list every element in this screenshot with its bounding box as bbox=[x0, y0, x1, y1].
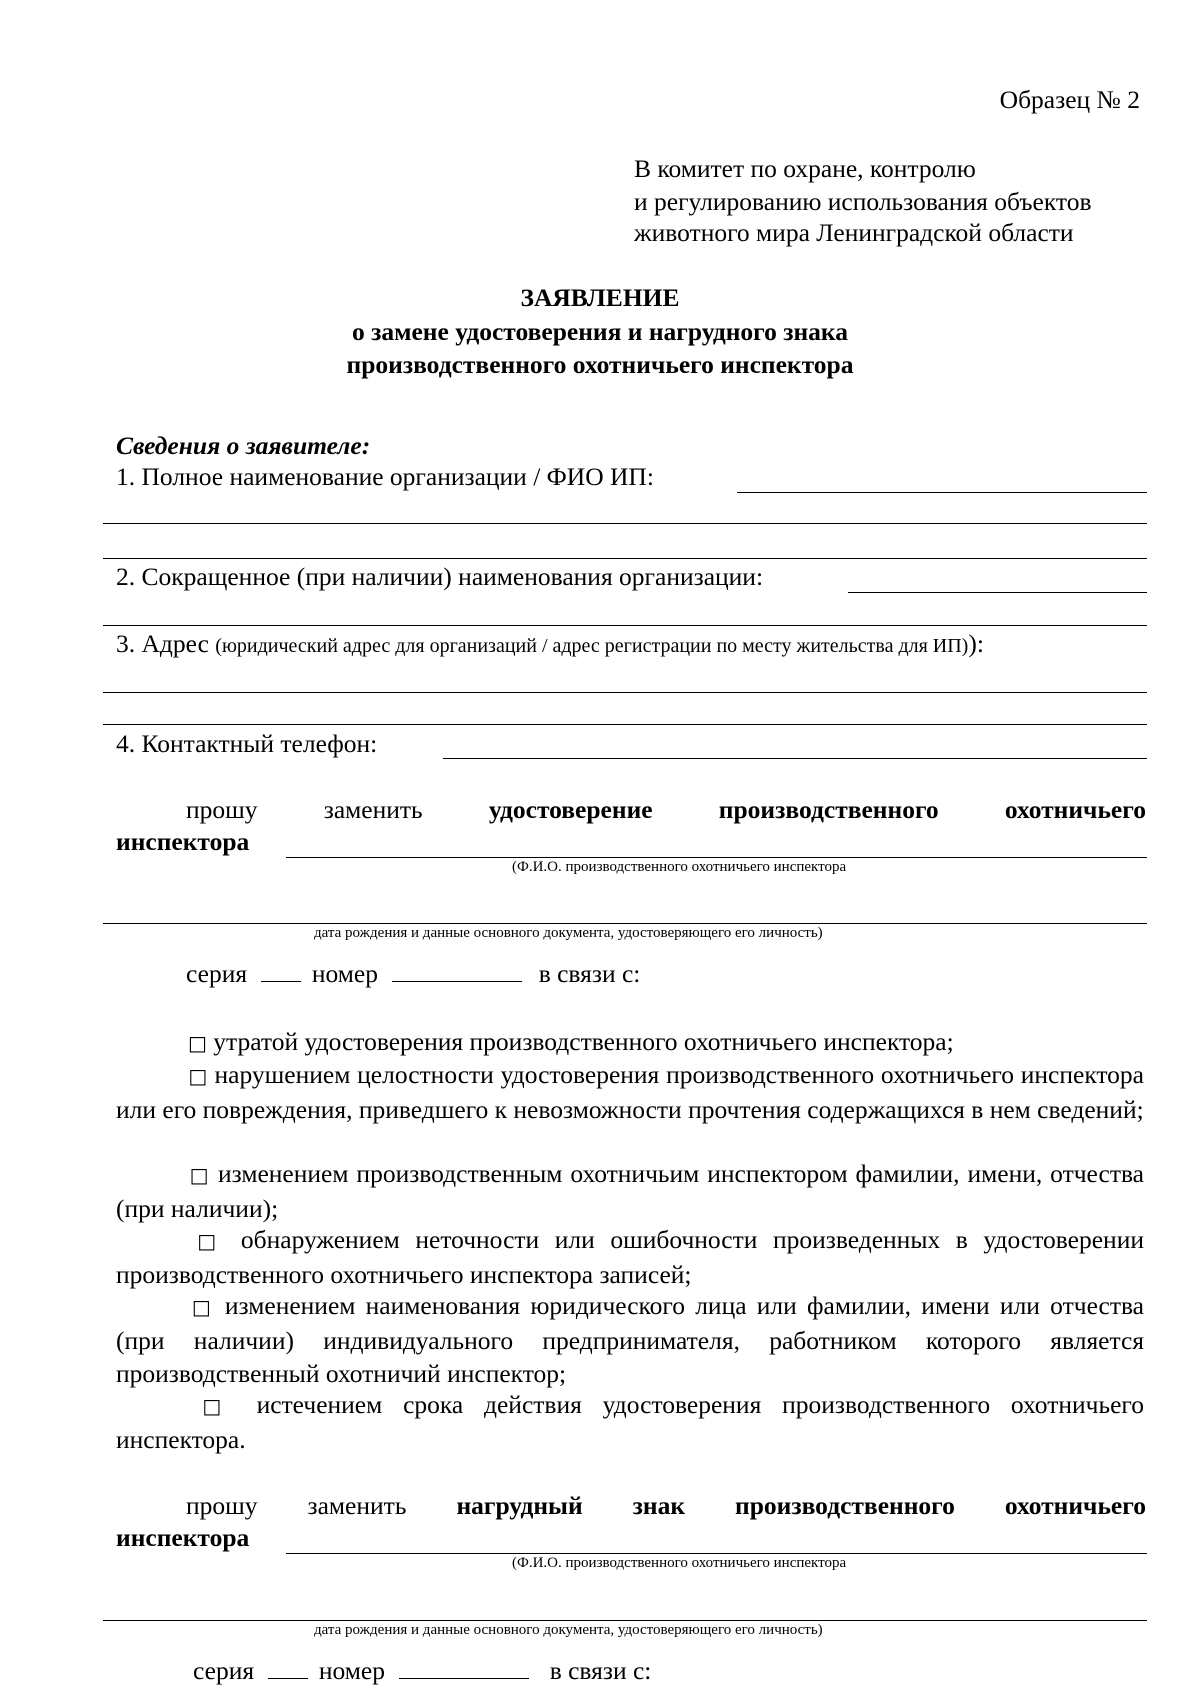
checkbox-icon[interactable]: □ bbox=[188, 1163, 211, 1187]
document-title: ЗАЯВЛЕНИЕ bbox=[520, 283, 680, 312]
number-input-line[interactable] bbox=[392, 959, 522, 982]
inspector-name-caption: (Ф.И.О. производственного охотничьего инспектора bbox=[512, 859, 847, 875]
applicant-heading: Сведения о заявителе: bbox=[116, 431, 371, 460]
request-badge-line bbox=[186, 1490, 1146, 1522]
org-fullname-input-line-3[interactable] bbox=[103, 558, 1147, 559]
series-number-row bbox=[186, 958, 640, 990]
checkbox-icon[interactable]: □ bbox=[188, 1229, 226, 1253]
document-subtitle-line: о замене удостоверения и нагрудного знака bbox=[352, 317, 848, 346]
reason-item bbox=[116, 1025, 1144, 1060]
addressee-line: и регулированию использования объектов bbox=[634, 187, 1092, 216]
inspector-document-caption: дата рождения и данные основного документа, удостоверяющего его личность) bbox=[314, 925, 823, 941]
request-word: нагрудный bbox=[456, 1491, 583, 1520]
reason-text: изменением производственным охотничьим инспектором фамилии, имени, отчества (при наличии); bbox=[116, 1159, 1144, 1223]
badge-inspector-name-caption: (Ф.И.О. производственного охотничьего инспектора bbox=[512, 1555, 847, 1571]
addressee-line: В комитет по охране, контролю bbox=[634, 154, 976, 183]
phone-label: 4. Контактный телефон: bbox=[116, 729, 378, 758]
number-label: номер bbox=[318, 1656, 385, 1685]
request-word: охотничьего bbox=[1004, 795, 1146, 824]
reason-item bbox=[116, 1223, 1144, 1291]
reason-text: нарушением целостности удостоверения производственного охотничьего инспектора или его повреждения, приведшего к невозможности прочтения содержащихся в нем сведений; bbox=[116, 1060, 1145, 1124]
number-input-line[interactable] bbox=[399, 1656, 529, 1679]
request-word: охотничьего bbox=[1004, 1491, 1146, 1520]
org-shortname-input-line-2[interactable] bbox=[103, 625, 1147, 626]
address-input-line-2[interactable] bbox=[103, 724, 1147, 725]
request-word: заменить bbox=[307, 1491, 407, 1520]
badge-inspector-document-caption: дата рождения и данные основного документа, удостоверяющего его личность) bbox=[314, 1622, 823, 1638]
org-fullname-input-line-2[interactable] bbox=[103, 523, 1147, 524]
reason-text: утратой удостоверения производственного охотничьего инспектора; bbox=[213, 1027, 954, 1056]
address-label-main: 3. Адрес bbox=[116, 629, 209, 658]
series-label: серия bbox=[186, 959, 248, 988]
checkbox-icon[interactable]: □ bbox=[188, 1031, 207, 1055]
checkbox-icon[interactable]: □ bbox=[188, 1394, 236, 1418]
org-shortname-input-line[interactable] bbox=[848, 592, 1147, 593]
address-label-note: (юридический адрес для организаций / адрес регистрации по месту жительства для ИП) bbox=[215, 635, 969, 657]
document-subtitle-line: производственного охотничьего инспектора bbox=[346, 350, 854, 379]
reason-item bbox=[116, 1058, 1144, 1126]
checkbox-icon[interactable]: □ bbox=[188, 1295, 215, 1319]
reason-text: истечением срока действия удостоверения производственного охотничьего инспектора. bbox=[116, 1390, 1145, 1454]
request-word: удостоверение bbox=[488, 795, 653, 824]
reason-text: обнаружением неточности или ошибочности произведенных в удостоверении производственного охотничьего инспектора записей; bbox=[116, 1225, 1144, 1289]
address-label bbox=[116, 628, 984, 662]
reason-item bbox=[116, 1289, 1144, 1390]
number-label: номер bbox=[311, 959, 378, 988]
request-certificate-second-line: инспектора bbox=[116, 827, 250, 856]
addressee-line: животного мира Ленинградской области bbox=[634, 218, 1074, 247]
request-word: прошу bbox=[186, 1491, 258, 1520]
reason-text: изменением наименования юридического лица или фамилии, имени или отчества (при наличии) индивидуального предпринимателя, работником которого является производственный охотничий инспектор; bbox=[116, 1291, 1145, 1388]
sample-label: Образец № 2 bbox=[999, 85, 1140, 114]
request-word: прошу bbox=[186, 795, 258, 824]
series-input-line[interactable] bbox=[268, 1656, 308, 1679]
phone-input-line[interactable] bbox=[443, 758, 1147, 759]
org-shortname-label: 2. Сокращенное (при наличии) наименования организации: bbox=[116, 562, 764, 591]
request-certificate-line bbox=[186, 794, 1146, 826]
address-input-line[interactable] bbox=[103, 692, 1147, 693]
address-label-end: ): bbox=[968, 629, 984, 658]
reason-label: в связи с: bbox=[549, 1656, 652, 1685]
series-label: серия bbox=[193, 1656, 255, 1685]
series-input-line[interactable] bbox=[261, 959, 301, 982]
reason-item bbox=[116, 1388, 1144, 1456]
request-word: заменить bbox=[323, 795, 423, 824]
org-fullname-label: 1. Полное наименование организации / ФИО ИП: bbox=[116, 462, 654, 491]
request-word: производственного bbox=[718, 795, 939, 824]
reason-label: в связи с: bbox=[538, 959, 641, 988]
request-word: производственного bbox=[735, 1491, 955, 1520]
request-badge-second-line: инспектора bbox=[116, 1523, 250, 1552]
checkbox-icon[interactable]: □ bbox=[188, 1064, 208, 1088]
request-word: знак bbox=[632, 1491, 686, 1520]
badge-series-number-row bbox=[193, 1655, 651, 1687]
reason-item bbox=[116, 1157, 1144, 1225]
org-fullname-input-line[interactable] bbox=[737, 492, 1147, 493]
